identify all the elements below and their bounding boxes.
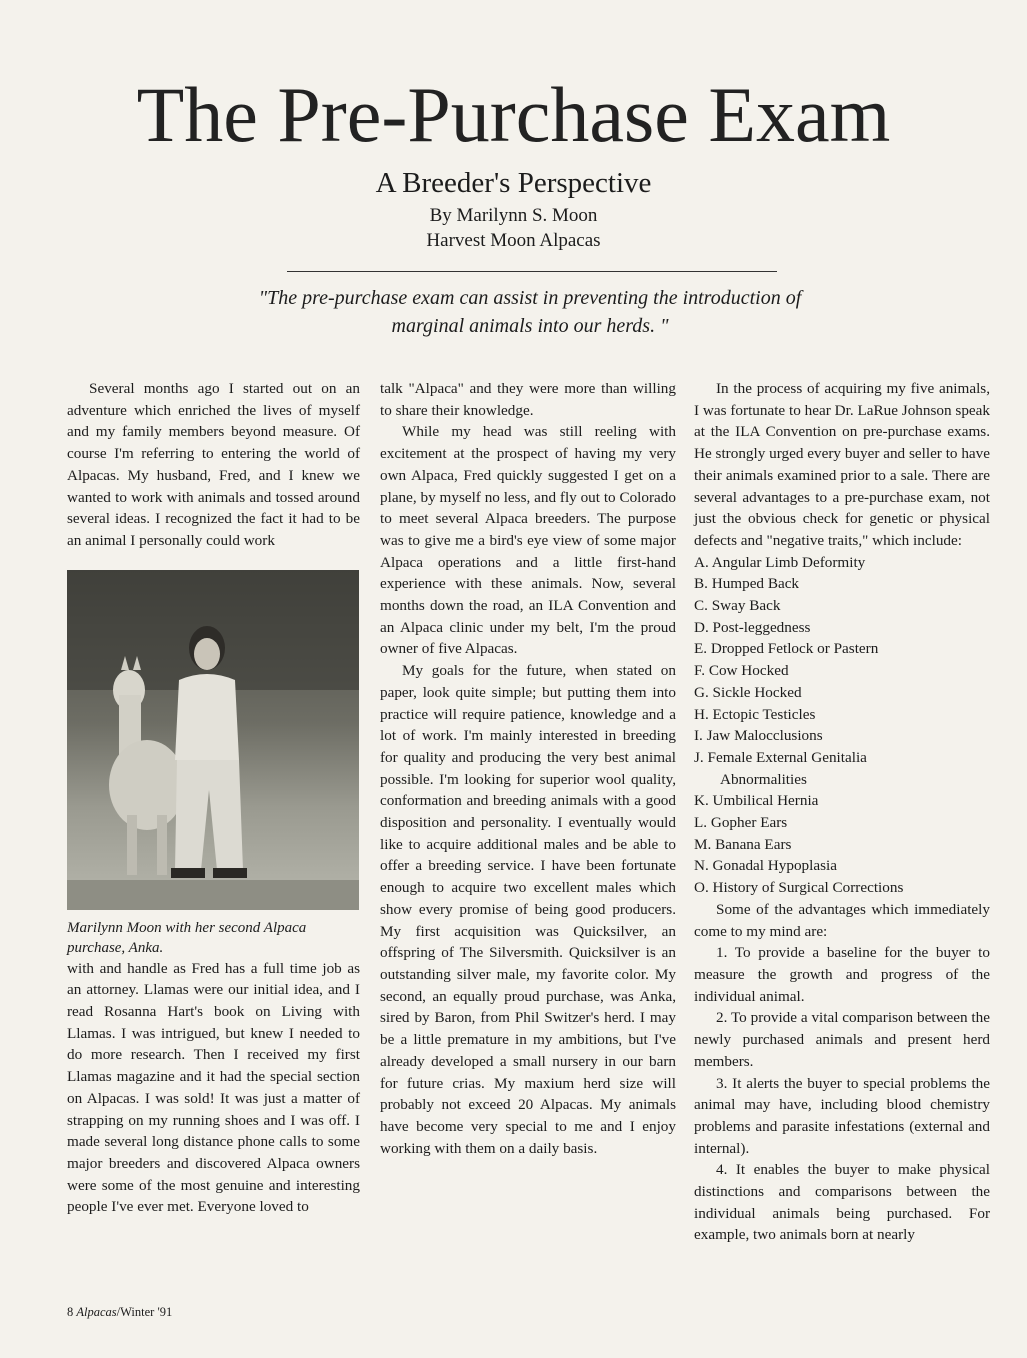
paragraph: While my head was still reeling with excitement at the prospect of having my very own Alpaca, Fred quickly suggested I get on a plane, by myself no less, and fly out to Colorado to meet several Alpaca breeders. The purpose was to give me a bird's eye view of some major Alpaca operations and a little first-hand experience with these animals. Now, several months down the road, an ILA Convention and an Alpaca clinic under my belt, I'm the proud owner of five Alpacas. (380, 423, 676, 658)
list-item: I. Jaw Malocclusions (694, 727, 823, 745)
paragraph: Several months ago I started out on an adventure which enriched the lives of myself and my family members beyond measure. Of course I'm referring to entering the world of Alpacas. My husband, Fred, and I knew we wanted to work with animals and tossed around several ideas. I recognized the fact it had to be an animal I personally could work (67, 380, 360, 549)
issue-label: /Winter '91 (116, 1305, 173, 1319)
article-subtitle: A Breeder's Perspective (375, 167, 652, 199)
list-item: M. Banana Ears (694, 835, 792, 853)
paragraph: 2. To provide a vital comparison between the newly purchased animals and present herd members. (694, 1009, 990, 1070)
list-item: O. History of Surgical Corrections (694, 879, 904, 897)
photo-illustration (67, 570, 359, 910)
column-3 (694, 378, 990, 1246)
paragraph: with and handle as Fred has a full time job as an attorney. Llamas were our initial idea, and I read Rosanna Hart's book on Living with Llamas. I was intrigued, but knew I needed to do more research. Then I received my first Llamas magazine and it had the special section on Alpacas. I was sold! It was just a matter of strapping on my running shoes and I was off. I made several long distance phone calls to some major breeders and discovered Alpaca owners were some of the most genuine and interesting people I've ever met. Everyone loved to (67, 959, 360, 1216)
pull-quote: "The pre-purchase exam can assist in preventing the introduction of marginal animals into our herds. " (258, 287, 802, 337)
photo-caption: Marilynn Moon with her second Alpaca purchase, Anka. (67, 919, 307, 956)
paragraph: My goals for the future, when stated on paper, look quite simple; but putting them into practice will require patience, knowledge and a lot of work. I'm mainly interested in breeding for quality and producing the very best animal possible. I'm looking for superior wool quality, conformation and breeding animals with a good disposition and personality. I eventually would like to acquire additional males and be able to offer a breeding service. I have been fortunate enough to acquire two excellent males which show every promise of being good producers. My first acquisition was Quicksilver, an offspring of The Silversmith. Quicksilver is an outstanding silver male, my favorite color. My second, an equally proud purchase, was Anka, sired by Baron, from Phil Switzer's herd. I may be a little premature in my ambitions, but I've already developed a small nursery in our barn for future crias. My maxium herd size will probably not exceed 20 Alpacas. My animals have become very special to me and I enjoy working with them on a daily basis. (380, 662, 676, 1157)
paragraph: 1. To provide a baseline for the buyer to measure the growth and progress of the individual animal. (694, 944, 990, 1005)
paragraph: Some of the advantages which immediately come to my mind are: (694, 900, 990, 940)
author-affiliation: Harvest Moon Alpacas (426, 230, 601, 251)
list-item: C. Sway Back (694, 597, 781, 615)
list-item-text: J. Female External Genitalia (694, 748, 867, 766)
paragraph: In the process of acquiring my five animals, I was fortunate to hear Dr. LaRue Johnson speak at the ILA Convention on pre-purchase exams. He strongly urged every buyer and seller to have their animals examined prior to a sale. There are several advantages to a pre-purchase exam, not just the obvious check for genetic or physical defects and "negative traits," which include: (694, 380, 990, 549)
page-footer (67, 1304, 172, 1320)
page-number: 8 (67, 1305, 74, 1319)
list-item (694, 747, 990, 790)
author-name: By Marilynn S. Moon (429, 205, 598, 226)
magazine-name: Alpacas (76, 1305, 117, 1319)
list-item: H. Ectopic Testicles (694, 705, 816, 723)
list-item: L. Gopher Ears (694, 814, 788, 832)
paragraph: 3. It alerts the buyer to special problems the animal may have, including blood chemistry problems and parasite infestations (external and internal). (694, 1074, 990, 1157)
paragraph: 4. It enables the buyer to make physical distinctions and comparisons between the individual animals being purchased. For example, two animals born at nearly (694, 1161, 990, 1244)
list-item: D. Post-leggedness (694, 618, 811, 636)
list-item: G. Sickle Hocked (694, 683, 802, 701)
list-item: A. Angular Limb Deformity (694, 553, 866, 571)
paragraph: talk "Alpaca" and they were more than willing to share their knowledge. (380, 380, 676, 419)
column-2 (380, 378, 676, 1159)
list-item-continuation: Abnormalities (720, 770, 807, 788)
list-item: E. Dropped Fetlock or Pastern (694, 640, 879, 658)
list-item: F. Cow Hocked (694, 662, 789, 680)
list-item: B. Humped Back (694, 575, 800, 593)
article-title: The Pre-Purchase Exam (136, 71, 891, 158)
byline (0, 203, 1027, 253)
negative-traits-list (694, 552, 990, 899)
column-1 (67, 378, 360, 1218)
article-photo (67, 570, 359, 910)
list-item: N. Gonadal Hypoplasia (694, 857, 837, 875)
list-item: K. Umbilical Hernia (694, 792, 819, 810)
title-divider (287, 271, 777, 272)
